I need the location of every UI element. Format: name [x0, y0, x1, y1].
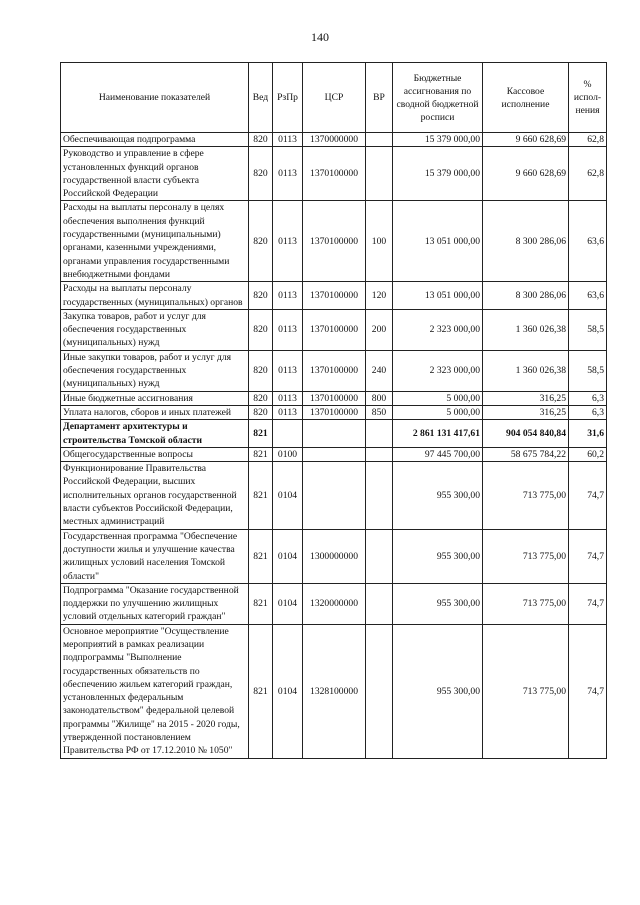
cell-name: Департамент архитектуры и строительства Томской области	[61, 420, 249, 448]
cell-vr	[366, 462, 393, 529]
cell-csr	[303, 447, 366, 461]
cell-cash: 1 360 026,38	[483, 309, 569, 350]
table-row	[61, 583, 607, 624]
cell-name: Расходы на выплаты персоналу государственных (муниципальных) органов	[61, 282, 249, 310]
cell-ved: 820	[249, 405, 273, 419]
cell-csr: 1328100000	[303, 624, 366, 758]
cell-rzpr: 0113	[273, 201, 303, 282]
cell-csr: 1370100000	[303, 391, 366, 405]
cell-pct: 62,8	[569, 147, 607, 201]
cell-name: Руководство и управление в сфере установленных функций органов государственной власти субъекта Российской Федерации	[61, 147, 249, 201]
cell-ved: 821	[249, 420, 273, 448]
cell-assign: 2 861 131 417,61	[393, 420, 483, 448]
cell-assign: 955 300,00	[393, 462, 483, 529]
cell-ved: 820	[249, 309, 273, 350]
page-number: 140	[311, 30, 329, 44]
cell-rzpr: 0113	[273, 405, 303, 419]
table-row	[61, 405, 607, 419]
header-name: Наименование показателей	[61, 63, 249, 133]
cell-cash: 9 660 628,69	[483, 147, 569, 201]
cell-pct: 6,3	[569, 405, 607, 419]
cell-vr	[366, 147, 393, 201]
header-rzpr: РзПр	[273, 63, 303, 133]
cell-name: Государственная программа "Обеспечение доступности жилья и улучшение качества жилищных условий населения Томской области"	[61, 529, 249, 583]
cell-vr	[366, 420, 393, 448]
header-vr: ВР	[366, 63, 393, 133]
header-cash-execution: Кассовое исполнение	[483, 63, 569, 133]
cell-name: Функционирование Правительства Российской Федерации, высших исполнительных органов государственной власти субъектов Российской Федерации, местных администраций	[61, 462, 249, 529]
cell-vr: 800	[366, 391, 393, 405]
table-row	[61, 133, 607, 147]
cell-csr: 1300000000	[303, 529, 366, 583]
cell-ved: 820	[249, 201, 273, 282]
cell-name: Иные закупки товаров, работ и услуг для обеспечения государственных (муниципальных) нужд	[61, 350, 249, 391]
table-row	[61, 350, 607, 391]
header-csr: ЦСР	[303, 63, 366, 133]
cell-name: Закупка товаров, работ и услуг для обеспечения государственных (муниципальных) нужд	[61, 309, 249, 350]
cell-rzpr: 0104	[273, 462, 303, 529]
cell-assign: 955 300,00	[393, 624, 483, 758]
cell-pct: 74,7	[569, 583, 607, 624]
cell-ved: 820	[249, 282, 273, 310]
table-row	[61, 462, 607, 529]
cell-pct: 31,6	[569, 420, 607, 448]
cell-cash: 316,25	[483, 405, 569, 419]
cell-assign: 955 300,00	[393, 529, 483, 583]
table-row	[61, 309, 607, 350]
cell-cash: 1 360 026,38	[483, 350, 569, 391]
cell-csr	[303, 420, 366, 448]
cell-ved: 820	[249, 133, 273, 147]
cell-assign: 2 323 000,00	[393, 309, 483, 350]
cell-rzpr: 0100	[273, 447, 303, 461]
cell-name: Уплата налогов, сборов и иных платежей	[61, 405, 249, 419]
cell-cash: 8 300 286,06	[483, 282, 569, 310]
cell-name: Расходы на выплаты персоналу в целях обеспечения выполнения функций государственными (муниципальными) органами, казенными учреждениями, органами управления государственными внебюджетными фондами	[61, 201, 249, 282]
cell-cash: 8 300 286,06	[483, 201, 569, 282]
cell-assign: 13 051 000,00	[393, 282, 483, 310]
cell-pct: 74,7	[569, 529, 607, 583]
cell-name: Основное мероприятие "Осуществление мероприятий в рамках реализации подпрограммы "Выполнение государственных обязательств по обеспечению жильем категорий граждан, установленных федеральным законодательством" федеральной целевой программы "Жилище" на 2015 - 2020 годы, утвержденной постановлением Правительства РФ от 17.12.2010 № 1050"	[61, 624, 249, 758]
cell-name: Обеспечивающая подпрограмма	[61, 133, 249, 147]
cell-vr: 240	[366, 350, 393, 391]
table-row	[61, 282, 607, 310]
cell-rzpr: 0113	[273, 147, 303, 201]
cell-ved: 821	[249, 447, 273, 461]
cell-ved: 820	[249, 147, 273, 201]
cell-pct: 58,5	[569, 350, 607, 391]
cell-vr: 200	[366, 309, 393, 350]
cell-pct: 63,6	[569, 282, 607, 310]
cell-ved: 821	[249, 529, 273, 583]
cell-csr: 1370100000	[303, 147, 366, 201]
table-row	[61, 201, 607, 282]
cell-name: Общегосударственные вопросы	[61, 447, 249, 461]
cell-csr	[303, 462, 366, 529]
cell-assign: 97 445 700,00	[393, 447, 483, 461]
cell-cash: 713 775,00	[483, 462, 569, 529]
cell-assign: 15 379 000,00	[393, 147, 483, 201]
cell-rzpr: 0113	[273, 309, 303, 350]
cell-csr: 1370100000	[303, 201, 366, 282]
cell-pct: 74,7	[569, 624, 607, 758]
cell-name: Подпрограмма "Оказание государственной поддержки по улучшению жилищных условий отдельных категорий граждан"	[61, 583, 249, 624]
cell-vr	[366, 624, 393, 758]
cell-pct: 62,8	[569, 133, 607, 147]
cell-cash: 713 775,00	[483, 624, 569, 758]
cell-ved: 821	[249, 462, 273, 529]
table-row	[61, 529, 607, 583]
cell-csr: 1370100000	[303, 405, 366, 419]
cell-vr	[366, 447, 393, 461]
cell-rzpr: 0104	[273, 624, 303, 758]
cell-assign: 955 300,00	[393, 583, 483, 624]
table-row	[61, 624, 607, 758]
cell-rzpr: 0113	[273, 133, 303, 147]
cell-cash: 713 775,00	[483, 529, 569, 583]
cell-vr: 850	[366, 405, 393, 419]
cell-csr: 1370100000	[303, 350, 366, 391]
cell-rzpr: 0104	[273, 583, 303, 624]
table-row	[61, 420, 607, 448]
cell-pct: 74,7	[569, 462, 607, 529]
cell-vr: 100	[366, 201, 393, 282]
cell-vr	[366, 529, 393, 583]
cell-ved: 820	[249, 391, 273, 405]
cell-assign: 2 323 000,00	[393, 350, 483, 391]
cell-csr: 1370000000	[303, 133, 366, 147]
cell-assign: 13 051 000,00	[393, 201, 483, 282]
header-ved: Вед	[249, 63, 273, 133]
header-percent: % испол-нения	[569, 63, 607, 133]
table-row	[61, 391, 607, 405]
cell-csr: 1370100000	[303, 282, 366, 310]
cell-cash: 9 660 628,69	[483, 133, 569, 147]
cell-csr: 1370100000	[303, 309, 366, 350]
cell-name: Иные бюджетные ассигнования	[61, 391, 249, 405]
cell-assign: 15 379 000,00	[393, 133, 483, 147]
cell-ved: 820	[249, 350, 273, 391]
cell-assign: 5 000,00	[393, 405, 483, 419]
cell-rzpr: 0104	[273, 529, 303, 583]
header-row	[61, 63, 607, 133]
budget-table	[60, 62, 607, 759]
cell-rzpr	[273, 420, 303, 448]
cell-pct: 60,2	[569, 447, 607, 461]
cell-rzpr: 0113	[273, 391, 303, 405]
cell-rzpr: 0113	[273, 282, 303, 310]
header-assignments: Бюджетные ассигнования по сводной бюджетной росписи	[393, 63, 483, 133]
cell-rzpr: 0113	[273, 350, 303, 391]
table-row	[61, 147, 607, 201]
cell-cash: 316,25	[483, 391, 569, 405]
cell-assign: 5 000,00	[393, 391, 483, 405]
cell-vr	[366, 583, 393, 624]
cell-vr: 120	[366, 282, 393, 310]
cell-cash: 58 675 784,22	[483, 447, 569, 461]
table-row	[61, 447, 607, 461]
cell-cash: 904 054 840,84	[483, 420, 569, 448]
cell-vr	[366, 133, 393, 147]
cell-pct: 58,5	[569, 309, 607, 350]
cell-ved: 821	[249, 624, 273, 758]
cell-pct: 63,6	[569, 201, 607, 282]
cell-pct: 6,3	[569, 391, 607, 405]
cell-cash: 713 775,00	[483, 583, 569, 624]
cell-csr: 1320000000	[303, 583, 366, 624]
cell-ved: 821	[249, 583, 273, 624]
